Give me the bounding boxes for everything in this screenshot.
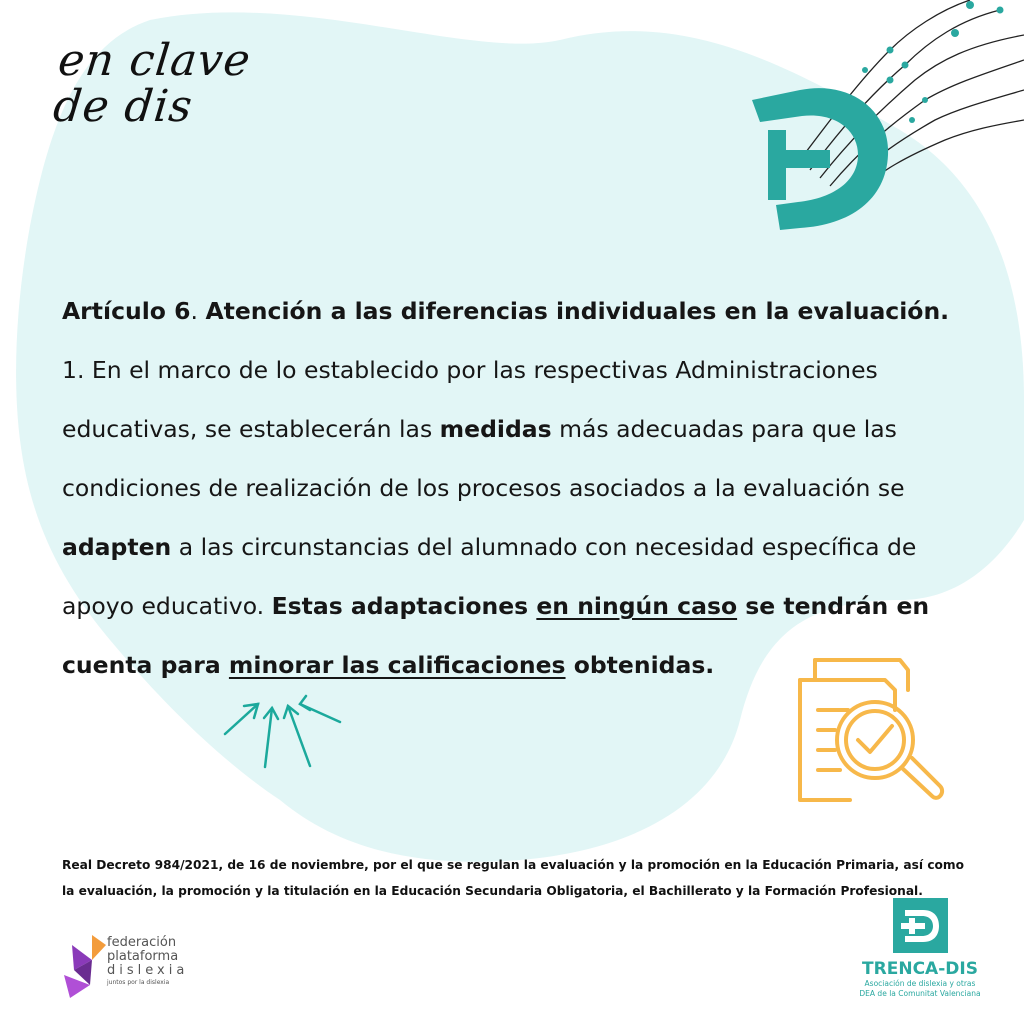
- trenca-sub-2: DEA de la Comunitat Valenciana: [859, 989, 981, 998]
- brand-line-1: en clave: [55, 35, 254, 86]
- trenca-sub-1: Asociación de dislexia y otras: [864, 979, 976, 988]
- trenca-name: TRENCA-DIS: [862, 959, 978, 979]
- trenca-d-logo-icon: [740, 0, 1024, 240]
- federacion-plataforma-dislexia-logo: [62, 930, 202, 1000]
- fpd-line-4: juntos por la dislexia: [107, 979, 170, 986]
- paragraph-part-a: 1. En el marco de lo establecido por las respectivas Administraciones educativas, se establecerán las: [62, 356, 878, 443]
- brand-line-2: de dis: [50, 81, 196, 132]
- bold-statement-start: Estas adaptaciones: [271, 592, 537, 620]
- underlined-minorar: minorar las calificaciones: [228, 651, 566, 679]
- legal-reference: Real Decreto 984/2021, de 16 de noviembre, por el que se regulan la evaluación y la promoción en la Educación Primaria, así como la evaluación, la promoción y la titulación en la Educación Secundaria Obligatoria, el Bachillerato y la Formación Profesional.: [62, 858, 964, 898]
- article-text: [62, 282, 982, 695]
- underlined-en-ningun-caso: en ningún caso: [536, 592, 738, 620]
- fpd-geometric-icon: [62, 930, 106, 1000]
- fpd-line-2: plataforma: [107, 949, 179, 964]
- heading-dot: .: [190, 297, 198, 325]
- paragraph-part-c: más adecuadas para que las condiciones de realización de los procesos asociados a la evaluación se: [62, 415, 905, 502]
- document-check-icon: [790, 650, 950, 810]
- fpd-line-3: dislexia: [107, 963, 189, 978]
- bold-statement-middle: se tendrán en cuenta para: [62, 592, 930, 679]
- brand-handwriting: [50, 35, 254, 132]
- paragraph-part-e: a las circunstancias del alumnado con necesidad específica de apoyo educativo.: [62, 533, 917, 620]
- bold-statement-end: obtenidas.: [565, 651, 715, 679]
- bold-medidas: medidas: [439, 415, 552, 443]
- trenca-dis-logo: [840, 898, 1000, 999]
- article-number: Artículo 6: [62, 297, 191, 325]
- arrows-icon: [220, 692, 350, 772]
- article-title: Atención a las diferencias individuales en la evaluación.: [205, 297, 950, 325]
- fpd-line-1: federación: [107, 935, 177, 950]
- bold-adapten: adapten: [62, 533, 172, 561]
- trenca-d-icon: [893, 898, 948, 953]
